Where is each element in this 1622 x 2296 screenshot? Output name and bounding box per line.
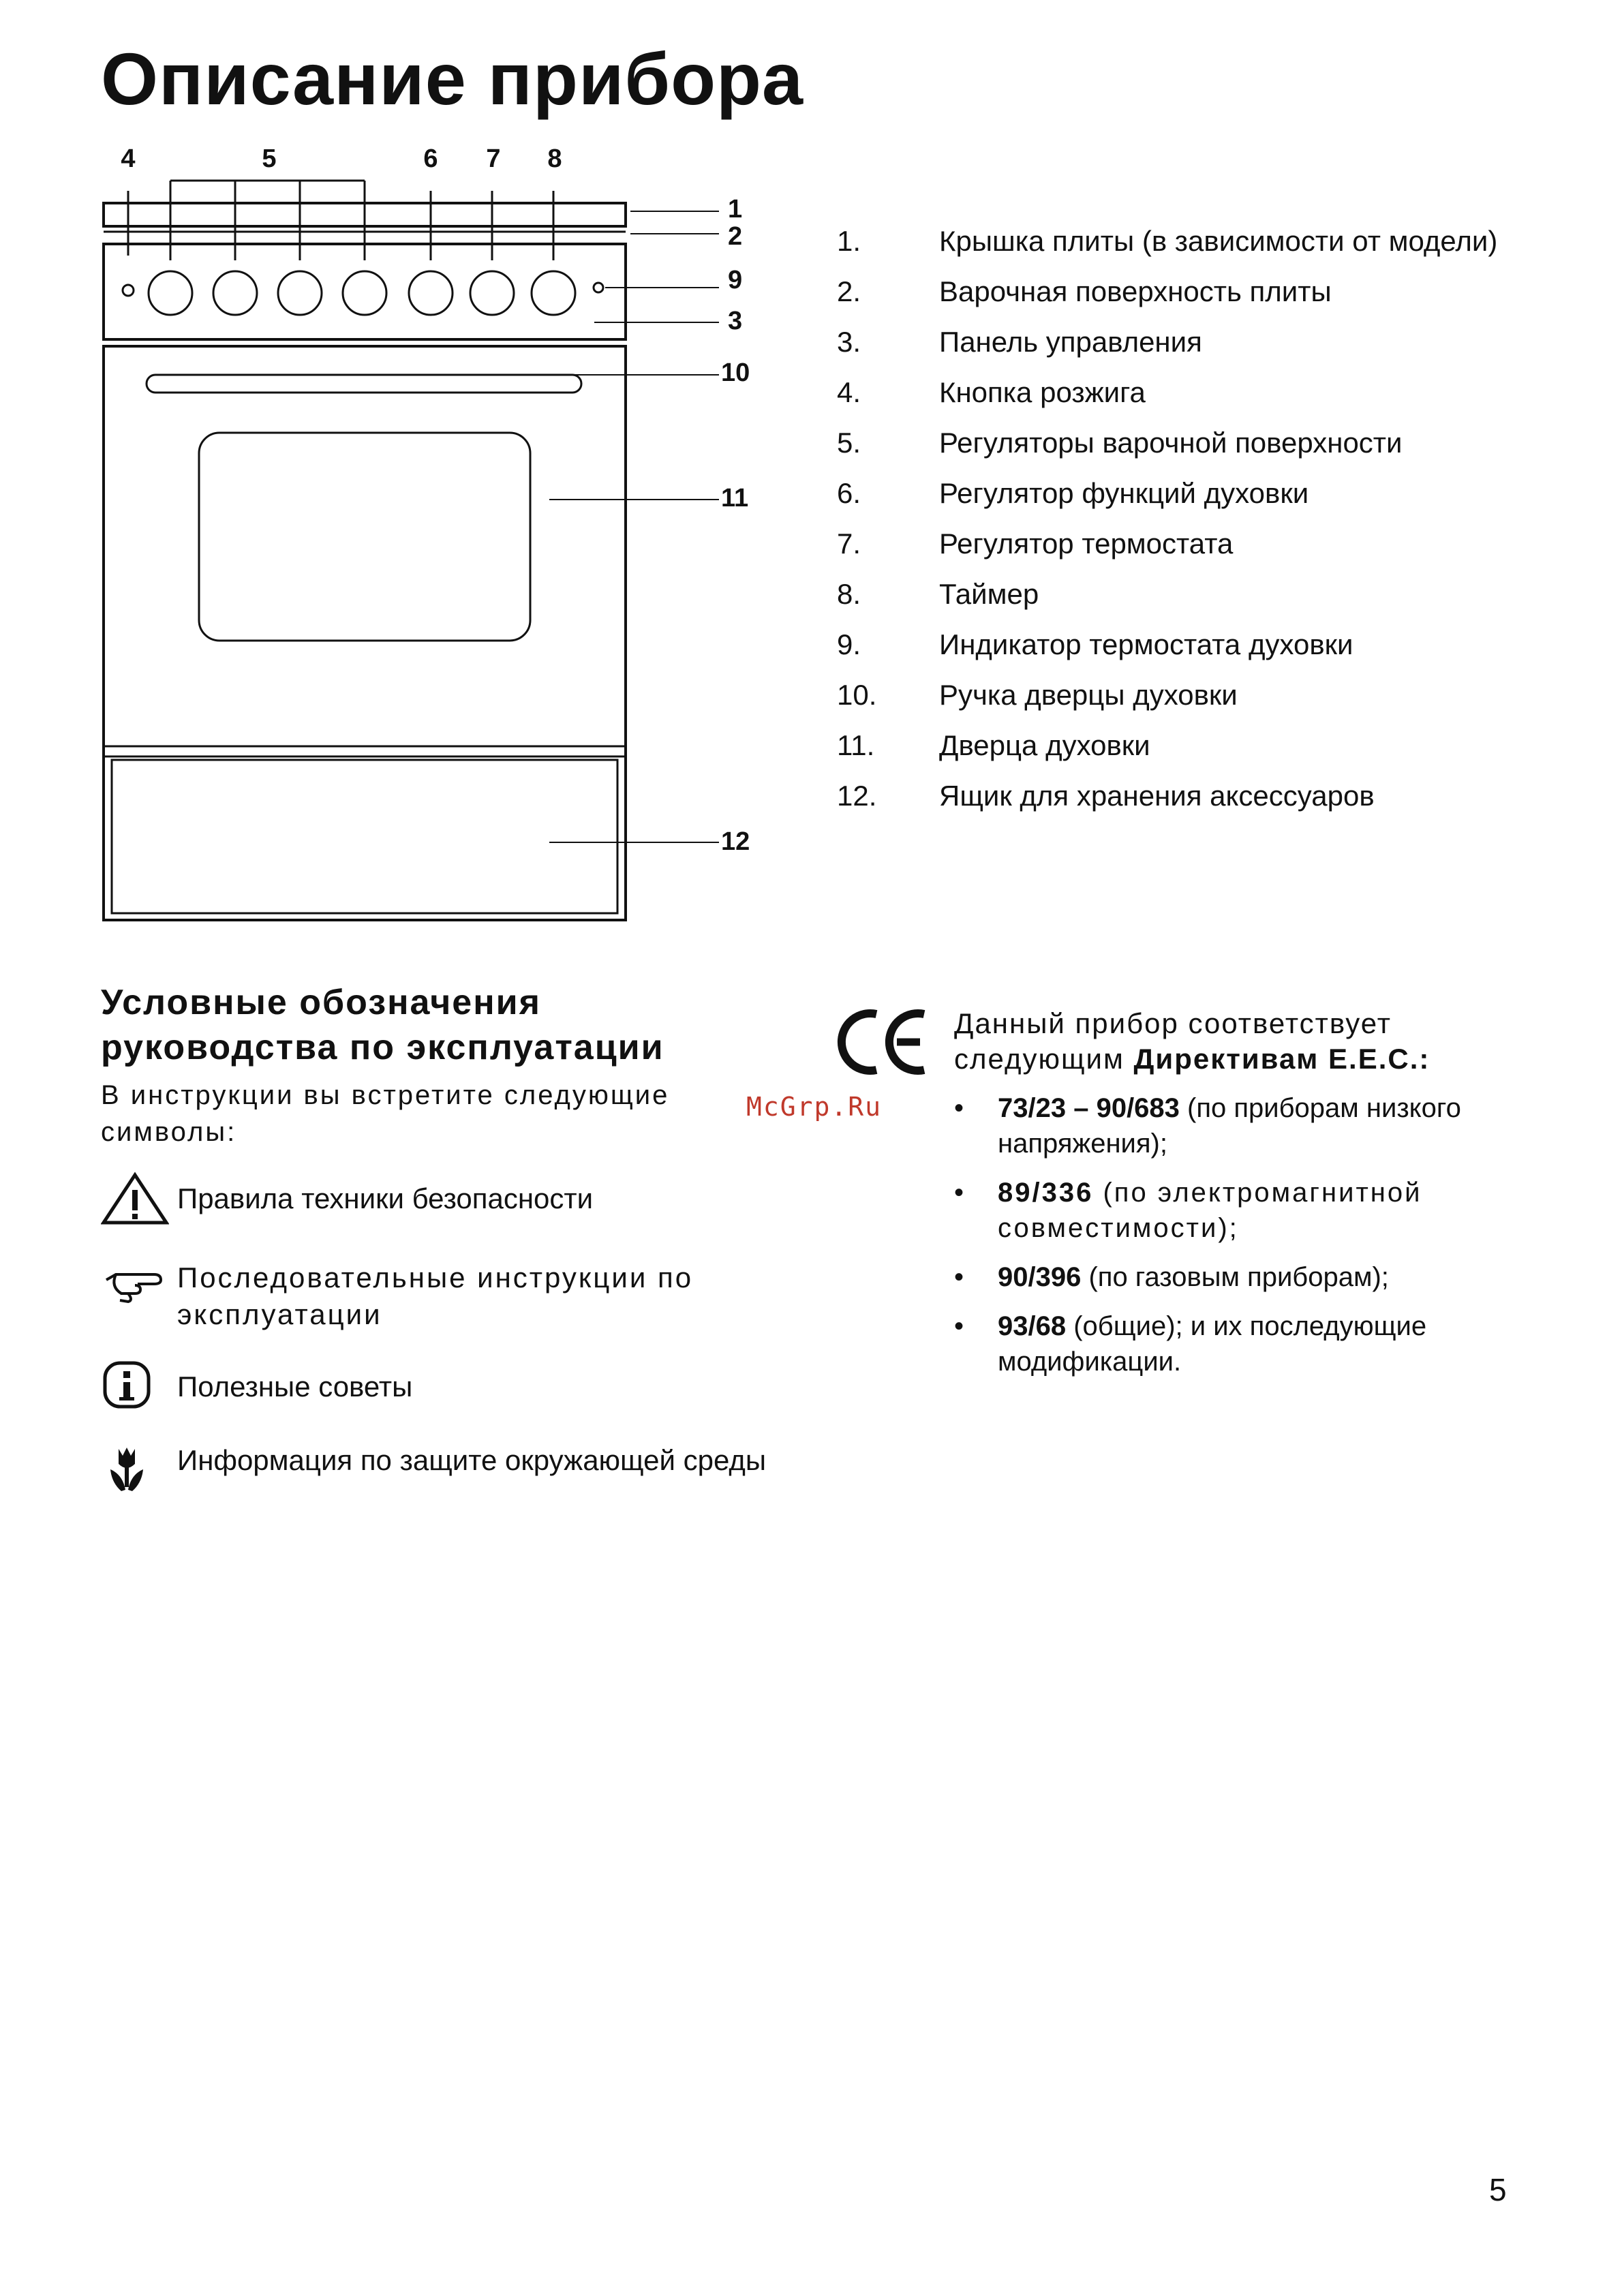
symbol-row-environment: Информация по защите окружающей среды <box>101 1442 769 1500</box>
list-item: 10. Ручка дверцы духовки <box>837 679 1238 711</box>
callout-12: 12 <box>721 827 750 856</box>
list-item: 2. Варочная поверхность плиты <box>837 275 1332 307</box>
callout-8: 8 <box>547 144 562 173</box>
callout-1: 1 <box>728 195 743 224</box>
warning-triangle-icon <box>101 1171 177 1229</box>
symbol-row-tips: Полезные советы <box>101 1360 769 1414</box>
list-item: 1. Крышка плиты (в зависимости от модели) <box>837 225 1498 257</box>
list-item: 5. Регуляторы варочной поверхности <box>837 427 1403 459</box>
legend-intro: В инструкции вы встретите следующие символы: <box>101 1080 670 1147</box>
list-item: 3. Панель управления <box>837 326 1202 358</box>
callout-9: 9 <box>728 266 743 294</box>
info-icon <box>101 1360 177 1414</box>
page-number: 5 <box>1489 2172 1507 2207</box>
ce-mark-icon <box>837 1007 932 1079</box>
legend-heading: Условные обозначения руководства по эксплуатации <box>101 983 664 1067</box>
stove-diagram <box>89 164 743 934</box>
tulip-icon <box>101 1442 177 1500</box>
callout-4: 4 <box>121 144 136 173</box>
list-item: 6. Регулятор функций духовки <box>837 477 1309 509</box>
parts-list <box>837 224 1518 829</box>
ce-intro: Данный прибор соответствует следующим Директивам E.E.C.: <box>954 1007 1430 1075</box>
callout-6: 6 <box>423 144 438 173</box>
list-item: • 89/336 (по электромагнитной совместимости); <box>954 1178 1422 1243</box>
list-item: • 93/68 (общие); и их последующие модификации. <box>954 1311 1427 1377</box>
symbol-row-instructions: Последовательные инструкции по эксплуатации <box>101 1259 769 1333</box>
list-item: • 73/23 – 90/683 (по приборам низкого напряжения); <box>954 1093 1461 1159</box>
callout-10: 10 <box>721 358 750 387</box>
list-item: 8. Таймер <box>837 578 1039 610</box>
callout-2: 2 <box>728 222 743 251</box>
page-title: Описание прибора <box>101 37 804 120</box>
callout-5: 5 <box>262 144 277 173</box>
list-item: 9. Индикатор термостата духовки <box>837 628 1353 660</box>
ce-directives <box>954 1006 1493 1379</box>
symbol-row-safety: Правила техники безопасности <box>101 1171 769 1229</box>
callout-7: 7 <box>486 144 501 173</box>
list-item: 4. Кнопка розжига <box>837 376 1146 408</box>
watermark: McGrp.Ru <box>746 1092 883 1122</box>
list-item: 7. Регулятор термостата <box>837 527 1234 560</box>
callout-11: 11 <box>721 484 749 512</box>
callout-3: 3 <box>728 307 743 335</box>
list-item: 12. Ящик для хранения аксессуаров <box>837 780 1375 812</box>
list-item: • 90/396 (по газовым приборам); <box>954 1262 1389 1292</box>
pointing-hand-icon <box>101 1259 177 1311</box>
list-item: 11. Дверца духовки <box>837 729 1150 761</box>
